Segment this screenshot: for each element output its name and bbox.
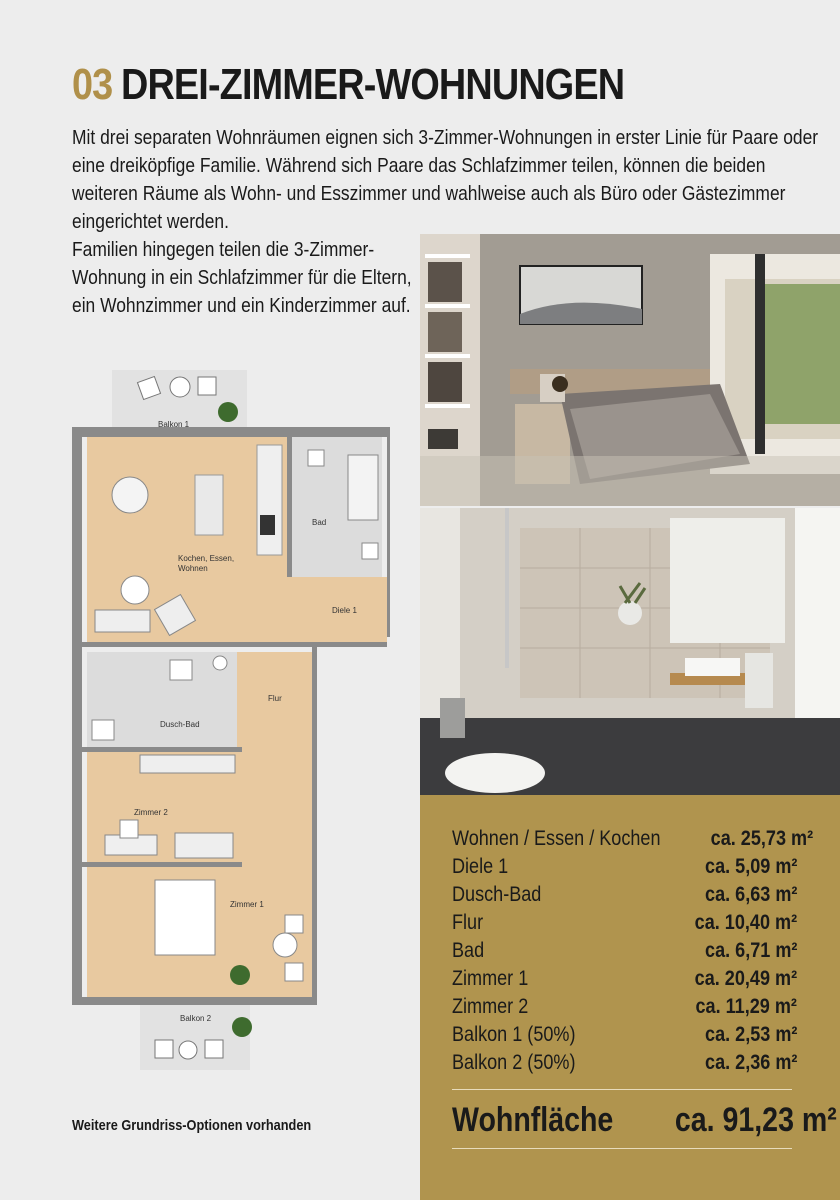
- section-title: DREI-ZIMMER-WOHNUNGEN: [120, 60, 625, 109]
- area-label: Balkon 1 (50%): [452, 1023, 576, 1046]
- area-row: [452, 909, 797, 937]
- area-row: [452, 1049, 797, 1077]
- area-row: [452, 937, 797, 965]
- total-label: Wohnfläche: [452, 1101, 614, 1139]
- bathroom-photo: [420, 508, 840, 795]
- room-label-zimmer1: Zimmer 1: [230, 900, 264, 909]
- room-label-flur: Flur: [268, 694, 282, 703]
- area-value: ca. 11,29 m²: [695, 995, 797, 1018]
- area-row: [452, 1021, 797, 1049]
- room-label-diele: Diele 1: [332, 606, 357, 615]
- room-label-bad: Bad: [312, 518, 327, 527]
- area-label: Diele 1: [452, 855, 509, 878]
- area-label: Dusch-Bad: [452, 883, 542, 906]
- area-row: [452, 881, 797, 909]
- area-value: ca. 25,73 m²: [711, 827, 814, 850]
- area-label: Flur: [452, 911, 484, 934]
- bedroom-photo: [420, 234, 840, 506]
- floorplan-note: Weitere Grundriss-Optionen vorhanden: [72, 1117, 312, 1134]
- area-value: ca. 2,53 m²: [704, 1023, 797, 1046]
- room-label-balkon1: Balkon 1: [158, 420, 190, 429]
- total-value: ca. 91,23 m²: [674, 1101, 837, 1139]
- area-row: [452, 993, 797, 1021]
- room-label-kochen-line2: Wohnen: [178, 564, 208, 573]
- area-value: ca. 2,36 m²: [704, 1051, 797, 1074]
- area-row: [452, 825, 814, 853]
- room-label-kochen-line1: Kochen, Essen,: [178, 554, 235, 563]
- area-list: [452, 825, 814, 1077]
- page-title: [72, 60, 624, 110]
- divider: [452, 1148, 792, 1149]
- section-number: 03: [72, 60, 113, 109]
- intro-paragraph-2: Familien hingegen teilen die 3-Zimmer-Wohnung in ein Schlafzimmer für die Eltern, ein Wohnzimmer und ein Kinderzimmer auf.: [72, 238, 412, 317]
- area-label: Wohnen / Essen / Kochen: [452, 827, 661, 850]
- intro-paragraph-1: Mit drei separaten Wohnräumen eignen sich 3-Zimmer-Wohnungen in erster Linie für Paare oder eine dreiköpfige Familie. Während sich Paare das Schlafzimmer teilen, können die beiden weiteren Räume als Wohn- und Esszimmer und wahlweise auch als Büro oder Gästezimmer eingerichtet werden.: [72, 126, 819, 233]
- area-label: Zimmer 2: [452, 995, 529, 1018]
- area-label: Bad: [452, 939, 485, 962]
- floor-plan: [70, 365, 390, 1080]
- area-label: Zimmer 1: [452, 967, 529, 990]
- area-value: ca. 6,63 m²: [704, 883, 797, 906]
- area-value: ca. 20,49 m²: [694, 967, 797, 990]
- area-label: Balkon 2 (50%): [452, 1051, 576, 1074]
- room-label-duschbad: Dusch-Bad: [160, 720, 200, 729]
- divider: [452, 1089, 792, 1090]
- area-value: ca. 10,40 m²: [694, 911, 797, 934]
- area-row: [452, 853, 797, 881]
- area-value: ca. 5,09 m²: [704, 855, 797, 878]
- total-area: [452, 1096, 837, 1144]
- room-label-balkon2: Balkon 2: [180, 1014, 212, 1023]
- area-value: ca. 6,71 m²: [704, 939, 797, 962]
- room-label-zimmer2: Zimmer 2: [134, 808, 168, 817]
- area-row: [452, 965, 797, 993]
